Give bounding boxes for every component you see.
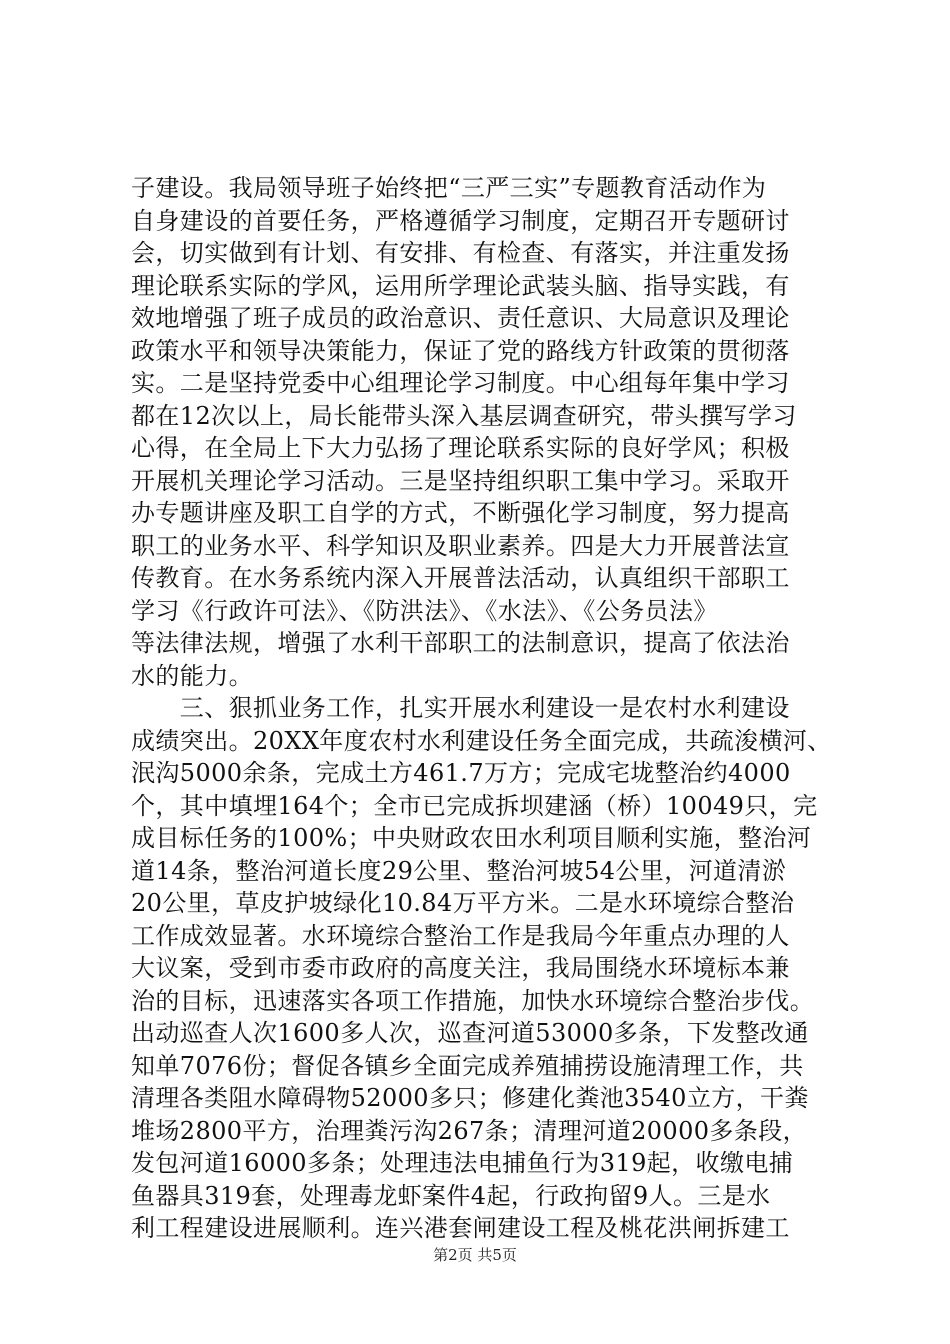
text-line: 堆场2800平方，治理粪污沟267条；清理河道20000多条段， <box>131 1116 808 1145</box>
text-line: 政策水平和领导决策能力，保证了党的路线方针政策的贯彻落 <box>131 336 790 365</box>
text-line: 实。二是坚持党委中心组理论学习制度。中心组每年集中学习 <box>131 369 790 397</box>
text-line: 子建设。我局领导班子始终把“三严三实”专题教育活动作为 <box>131 174 767 202</box>
page-footer <box>0 1244 950 1265</box>
text-line: 会，切实做到有计划、有安排、有检查、有落实，并注重发扬 <box>131 239 790 267</box>
text-line: 清理各类阻水障碍物52000多只；修建化粪池3540立方，干粪 <box>131 1084 809 1112</box>
text-line: 学习《行政许可法》、《防洪法》、《水法》、《公务员法》 <box>131 596 718 625</box>
text-line: 发包河道16000多条；处理违法电捕鱼行为319起，收缴电捕 <box>131 1149 794 1177</box>
text-line: 三、狠抓业务工作，扎实开展水利建设一是农村水利建设 <box>131 694 790 722</box>
text-line: 知单7076份；督促各镇乡全面完成养殖捕捞设施清理工作，共 <box>131 1051 804 1080</box>
text-line: 工作成效显著。水环境综合整治工作是我局今年重点办理的人 <box>131 921 790 950</box>
text-line: 等法律法规，增强了水利干部职工的法制意识，提高了依法治 <box>131 629 790 657</box>
text-line: 鱼器具319套，处理毒龙虾案件4起，行政拘留9人。三是水 <box>131 1181 771 1210</box>
text-line: 个，其中填埋164个；全市已完成拆坝建涵（桥）10049只，完 <box>131 791 818 820</box>
text-line: 心得，在全局上下大力弘扬了理论联系实际的良好学风；积极 <box>131 434 790 462</box>
text-line: 泯沟5000余条，完成土方461.7万方；完成宅垅整治约4000 <box>131 759 791 787</box>
text-line: 职工的业务水平、科学知识及职业素养。四是大力开展普法宣 <box>131 531 790 560</box>
text-line: 开展机关理论学习活动。三是坚持组织职工集中学习。采取开 <box>131 466 790 495</box>
text-line: 治的目标，迅速落实各项工作措施，加快水环境综合整治步伐。 <box>131 986 815 1015</box>
page-number-label: 第2页 共5页 <box>433 1246 517 1264</box>
text-line: 理论联系实际的学风，运用所学理论武装头脑、指导实践，有 <box>131 271 790 300</box>
text-line: 自身建设的首要任务，严格遵循学习制度，定期召开专题研讨 <box>131 206 790 235</box>
text-line: 道14条，整治河道长度29公里、整治河坡54公里，河道清淤 <box>131 856 787 885</box>
text-line: 成绩突出。20XX年度农村水利建设任务全面完成，共疏浚横河、 <box>131 726 832 755</box>
text-line: 20公里，草皮护坡绿化10.84万平方米。二是水环境综合整治 <box>131 889 795 917</box>
text-line: 利工程建设进展顺利。连兴港套闸建设工程及桃花洪闸拆建工 <box>131 1214 790 1242</box>
body-text <box>131 172 831 1245</box>
text-line: 水的能力。 <box>131 661 253 690</box>
text-line: 办专题讲座及职工自学的方式，不断强化学习制度，努力提高 <box>131 499 790 527</box>
text-line: 大议案，受到市委市政府的高度关注，我局围绕水环境标本兼 <box>131 954 790 982</box>
text-line: 效地增强了班子成员的政治意识、责任意识、大局意识及理论 <box>131 304 790 332</box>
text-line: 传教育。在水务系统内深入开展普法活动，认真组织干部职工 <box>131 564 790 592</box>
text-line: 出动巡查人次1600多人次，巡查河道53000多条，下发整改通 <box>131 1019 809 1047</box>
text-line: 成目标任务的100%；中央财政农田水利项目顺利实施，整治河 <box>131 824 812 852</box>
text-line: 都在12次以上，局长能带头深入基层调查研究，带头撰写学习 <box>131 401 797 430</box>
